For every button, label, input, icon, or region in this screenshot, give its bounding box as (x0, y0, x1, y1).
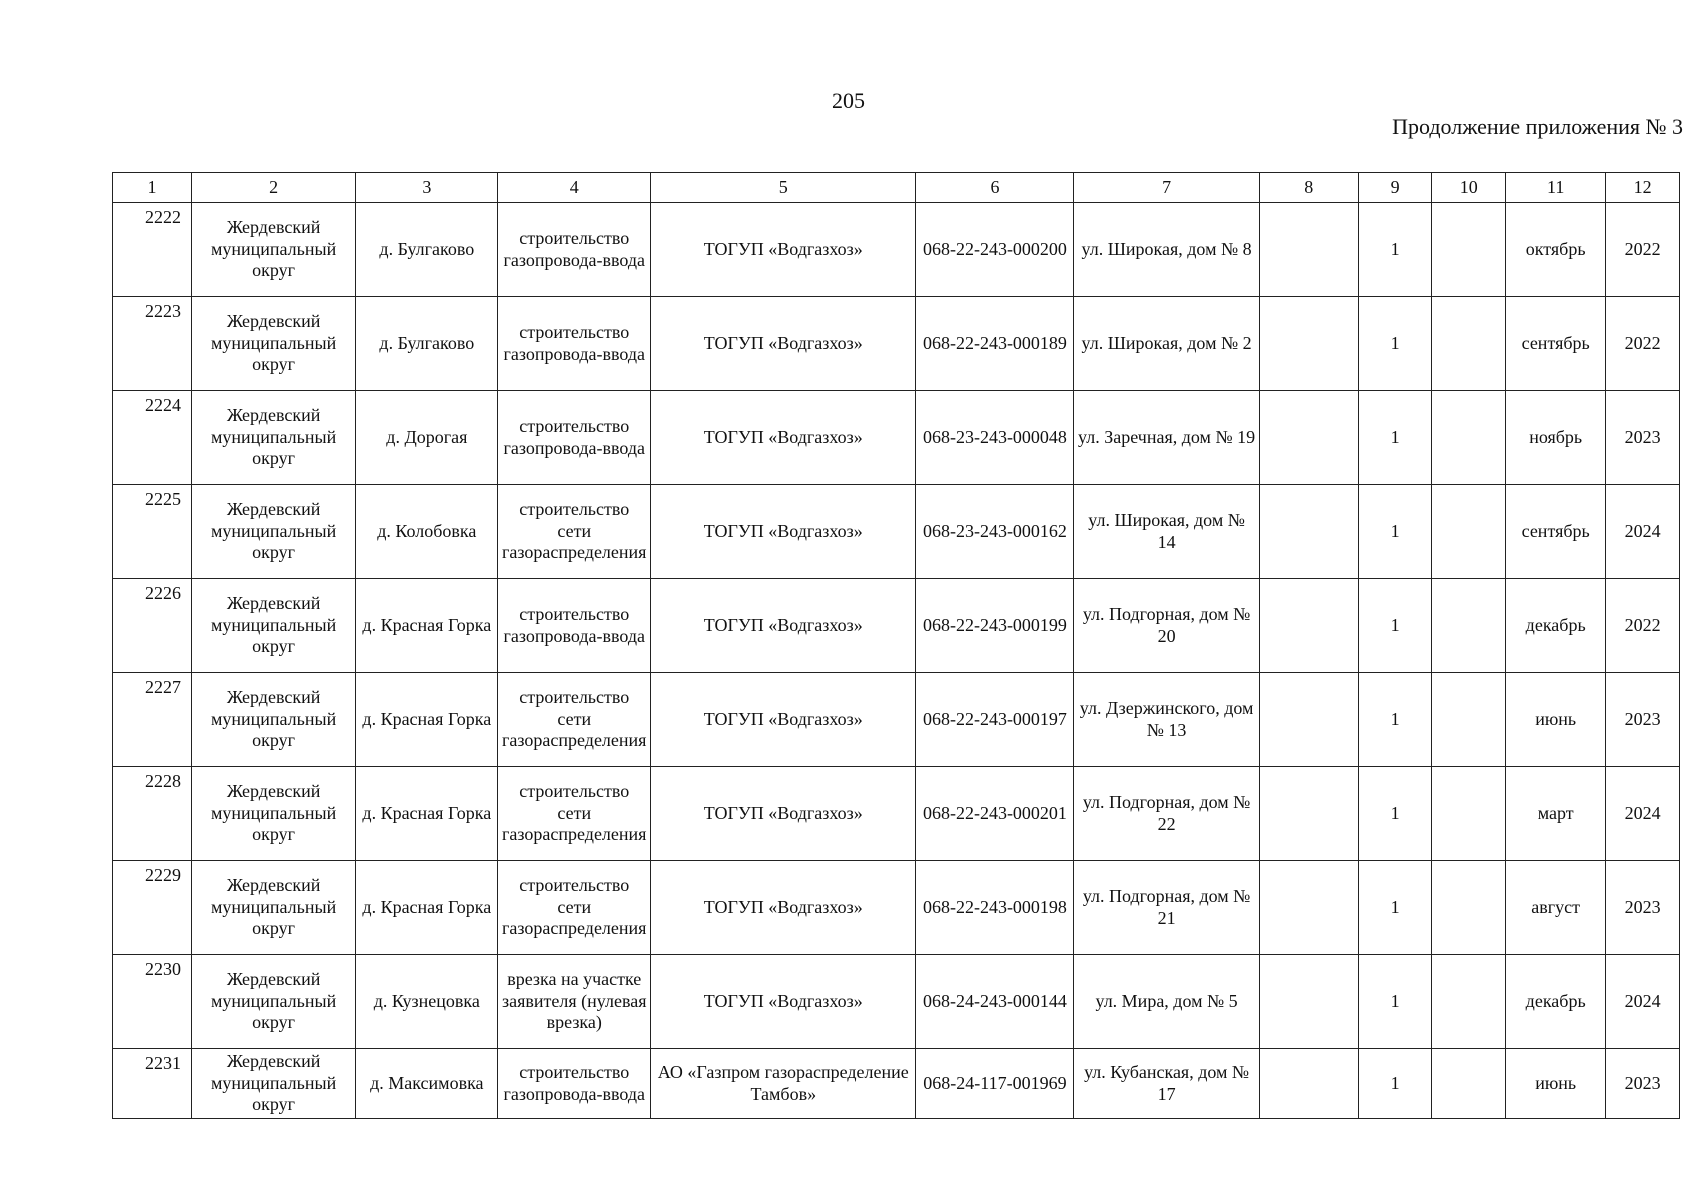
month-cell: декабрь (1506, 955, 1606, 1049)
quantity-cell: 1 (1358, 1049, 1432, 1119)
address-cell: ул. Подгорная, дом № 21 (1074, 861, 1259, 955)
settlement-cell: д. Красная Горка (356, 673, 498, 767)
row-number-cell: 2225 (113, 485, 192, 579)
column-10-cell (1432, 767, 1506, 861)
column-8-cell (1259, 1049, 1358, 1119)
organization-cell: ТОГУП «Водгазхоз» (651, 673, 916, 767)
work-type-cell: врезка на участке заявителя (нулевая врезка) (498, 955, 651, 1049)
settlement-cell: д. Красная Горка (356, 767, 498, 861)
work-type-cell: строительство сети газораспределения (498, 767, 651, 861)
registry-number-cell: 068-22-243-000197 (916, 673, 1074, 767)
year-cell: 2024 (1606, 767, 1680, 861)
table-row (113, 485, 1680, 579)
column-header: 10 (1432, 173, 1506, 203)
quantity-cell: 1 (1358, 203, 1432, 297)
column-header: 8 (1259, 173, 1358, 203)
registry-number-cell: 068-22-243-000198 (916, 861, 1074, 955)
column-10-cell (1432, 673, 1506, 767)
organization-cell: АО «Газпром газораспределение Тамбов» (651, 1049, 916, 1119)
row-number-cell: 2226 (113, 579, 192, 673)
row-number-cell: 2223 (113, 297, 192, 391)
column-8-cell (1259, 391, 1358, 485)
registry-number-cell: 068-22-243-000199 (916, 579, 1074, 673)
quantity-cell: 1 (1358, 391, 1432, 485)
column-10-cell (1432, 1049, 1506, 1119)
column-header: 6 (916, 173, 1074, 203)
column-header: 5 (651, 173, 916, 203)
municipality-cell: Жердевский муниципальный округ (191, 485, 355, 579)
row-number-cell: 2222 (113, 203, 192, 297)
column-8-cell (1259, 955, 1358, 1049)
organization-cell: ТОГУП «Водгазхоз» (651, 203, 916, 297)
row-number-cell: 2228 (113, 767, 192, 861)
settlement-cell: д. Булгаково (356, 297, 498, 391)
address-cell: ул. Подгорная, дом № 22 (1074, 767, 1259, 861)
municipality-cell: Жердевский муниципальный округ (191, 579, 355, 673)
registry-number-cell: 068-22-243-000201 (916, 767, 1074, 861)
month-cell: ноябрь (1506, 391, 1606, 485)
month-cell: июнь (1506, 1049, 1606, 1119)
address-cell: ул. Кубанская, дом № 17 (1074, 1049, 1259, 1119)
month-cell: сентябрь (1506, 485, 1606, 579)
work-type-cell: строительство газопровода-ввода (498, 1049, 651, 1119)
year-cell: 2023 (1606, 861, 1680, 955)
table-row (113, 203, 1680, 297)
year-cell: 2024 (1606, 485, 1680, 579)
work-type-cell: строительство сети газораспределения (498, 673, 651, 767)
quantity-cell: 1 (1358, 955, 1432, 1049)
address-cell: ул. Дзержинского, дом № 13 (1074, 673, 1259, 767)
column-header: 4 (498, 173, 651, 203)
municipality-cell: Жердевский муниципальный округ (191, 861, 355, 955)
settlement-cell: д. Максимовка (356, 1049, 498, 1119)
month-cell: декабрь (1506, 579, 1606, 673)
address-cell: ул. Широкая, дом № 8 (1074, 203, 1259, 297)
month-cell: август (1506, 861, 1606, 955)
row-number-cell: 2230 (113, 955, 192, 1049)
registry-number-cell: 068-24-243-000144 (916, 955, 1074, 1049)
table-row (113, 673, 1680, 767)
table-row (113, 955, 1680, 1049)
table-row (113, 297, 1680, 391)
column-10-cell (1432, 297, 1506, 391)
column-header: 1 (113, 173, 192, 203)
organization-cell: ТОГУП «Водгазхоз» (651, 767, 916, 861)
month-cell: сентябрь (1506, 297, 1606, 391)
column-header: 11 (1506, 173, 1606, 203)
registry-number-cell: 068-22-243-000189 (916, 297, 1074, 391)
work-type-cell: строительство сети газораспределения (498, 861, 651, 955)
registry-number-cell: 068-24-117-001969 (916, 1049, 1074, 1119)
page-number: 205 (832, 88, 865, 113)
column-10-cell (1432, 391, 1506, 485)
address-cell: ул. Широкая, дом № 2 (1074, 297, 1259, 391)
table-row (113, 861, 1680, 955)
registry-number-cell: 068-23-243-000162 (916, 485, 1074, 579)
month-cell: март (1506, 767, 1606, 861)
column-header: 7 (1074, 173, 1259, 203)
table-body (113, 203, 1680, 1119)
address-cell: ул. Заречная, дом № 19 (1074, 391, 1259, 485)
column-8-cell (1259, 767, 1358, 861)
year-cell: 2024 (1606, 955, 1680, 1049)
table-row (113, 1049, 1680, 1119)
month-cell: июнь (1506, 673, 1606, 767)
row-number-cell: 2231 (113, 1049, 192, 1119)
settlement-cell: д. Колобовка (356, 485, 498, 579)
header-row (113, 173, 1680, 203)
row-number-cell: 2224 (113, 391, 192, 485)
settlement-cell: д. Булгаково (356, 203, 498, 297)
table-row (113, 579, 1680, 673)
settlement-cell: д. Дорогая (356, 391, 498, 485)
settlement-cell: д. Кузнецовка (356, 955, 498, 1049)
work-type-cell: строительство сети газораспределения (498, 485, 651, 579)
address-cell: ул. Подгорная, дом № 20 (1074, 579, 1259, 673)
registry-number-cell: 068-22-243-000200 (916, 203, 1074, 297)
municipality-cell: Жердевский муниципальный округ (191, 203, 355, 297)
organization-cell: ТОГУП «Водгазхоз» (651, 485, 916, 579)
column-8-cell (1259, 297, 1358, 391)
column-8-cell (1259, 579, 1358, 673)
year-cell: 2022 (1606, 579, 1680, 673)
quantity-cell: 1 (1358, 485, 1432, 579)
organization-cell: ТОГУП «Водгазхоз» (651, 861, 916, 955)
year-cell: 2022 (1606, 297, 1680, 391)
column-header: 2 (191, 173, 355, 203)
municipality-cell: Жердевский муниципальный округ (191, 767, 355, 861)
municipality-cell: Жердевский муниципальный округ (191, 955, 355, 1049)
settlement-cell: д. Красная Горка (356, 579, 498, 673)
year-cell: 2023 (1606, 673, 1680, 767)
appendix-continuation-note: Продолжение приложения № 3 (1392, 114, 1683, 139)
column-10-cell (1432, 579, 1506, 673)
column-10-cell (1432, 485, 1506, 579)
work-type-cell: строительство газопровода-ввода (498, 579, 651, 673)
organization-cell: ТОГУП «Водгазхоз» (651, 955, 916, 1049)
address-cell: ул. Мира, дом № 5 (1074, 955, 1259, 1049)
address-cell: ул. Широкая, дом № 14 (1074, 485, 1259, 579)
month-cell: октябрь (1506, 203, 1606, 297)
column-header: 3 (356, 173, 498, 203)
column-8-cell (1259, 203, 1358, 297)
column-8-cell (1259, 485, 1358, 579)
quantity-cell: 1 (1358, 767, 1432, 861)
quantity-cell: 1 (1358, 579, 1432, 673)
data-table (112, 172, 1680, 1119)
organization-cell: ТОГУП «Водгазхоз» (651, 579, 916, 673)
column-header: 12 (1606, 173, 1680, 203)
row-number-cell: 2229 (113, 861, 192, 955)
municipality-cell: Жердевский муниципальный округ (191, 673, 355, 767)
quantity-cell: 1 (1358, 297, 1432, 391)
quantity-cell: 1 (1358, 861, 1432, 955)
year-cell: 2023 (1606, 1049, 1680, 1119)
work-type-cell: строительство газопровода-ввода (498, 391, 651, 485)
organization-cell: ТОГУП «Водгазхоз» (651, 297, 916, 391)
municipality-cell: Жердевский муниципальный округ (191, 391, 355, 485)
column-8-cell (1259, 673, 1358, 767)
quantity-cell: 1 (1358, 673, 1432, 767)
column-8-cell (1259, 861, 1358, 955)
settlement-cell: д. Красная Горка (356, 861, 498, 955)
work-type-cell: строительство газопровода-ввода (498, 297, 651, 391)
year-cell: 2023 (1606, 391, 1680, 485)
column-10-cell (1432, 203, 1506, 297)
registry-number-cell: 068-23-243-000048 (916, 391, 1074, 485)
column-10-cell (1432, 955, 1506, 1049)
column-10-cell (1432, 861, 1506, 955)
organization-cell: ТОГУП «Водгазхоз» (651, 391, 916, 485)
table-row (113, 767, 1680, 861)
row-number-cell: 2227 (113, 673, 192, 767)
municipality-cell: Жердевский муниципальный округ (191, 297, 355, 391)
column-header: 9 (1358, 173, 1432, 203)
work-type-cell: строительство газопровода-ввода (498, 203, 651, 297)
table-row (113, 391, 1680, 485)
municipality-cell: Жердевский муниципальный округ (191, 1049, 355, 1119)
year-cell: 2022 (1606, 203, 1680, 297)
